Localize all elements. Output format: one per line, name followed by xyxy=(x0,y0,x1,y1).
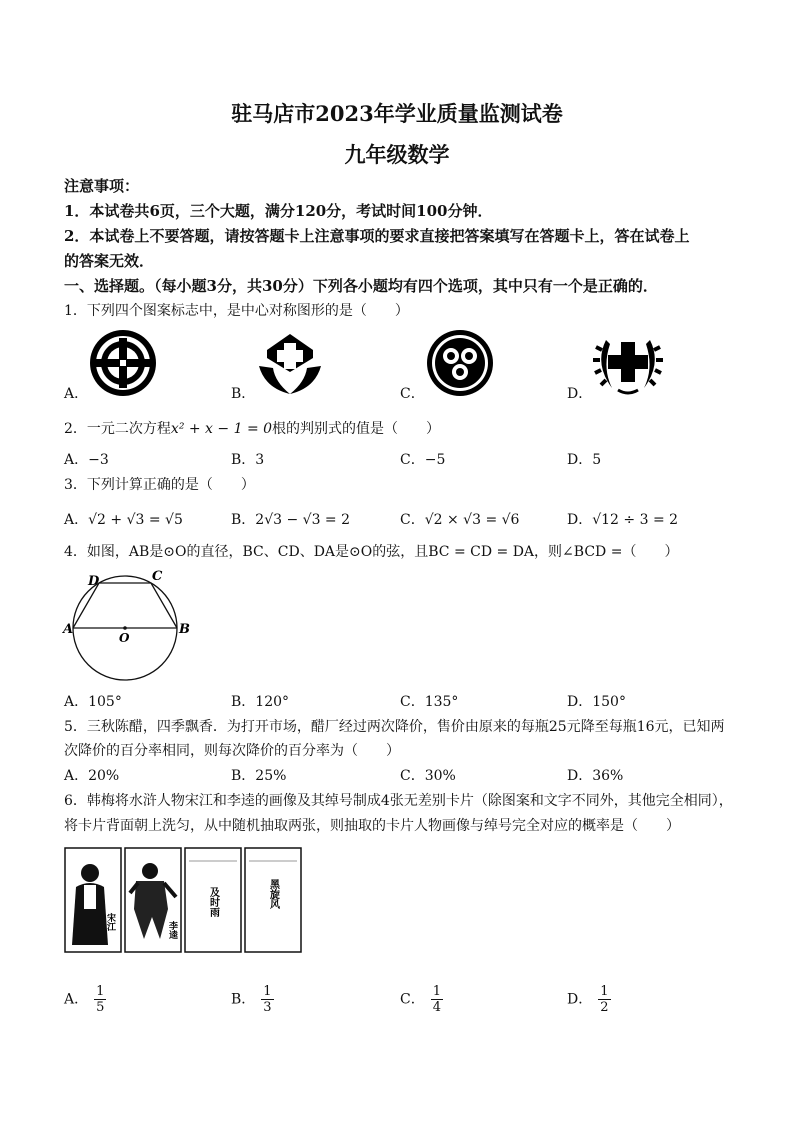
exam-title: 驻马店市2023年学业质量监测试卷 xyxy=(231,101,563,126)
q3-option-a: A．√2 + √3 = √5 xyxy=(64,512,183,528)
card-label-hei-xuan-feng: 黑旋风 xyxy=(267,879,279,909)
q1-option-d: D． xyxy=(567,386,593,402)
card-li-kui xyxy=(125,848,181,952)
card-label-li-kui: 李逵 xyxy=(167,921,177,939)
q1-option-b: B． xyxy=(231,386,256,402)
q5-option-b: B．25% xyxy=(231,768,287,784)
q2-equation: x² + x − 1 = 0 xyxy=(170,421,273,437)
chords-bc-cd-da xyxy=(73,583,177,628)
q5-option-c: C．30% xyxy=(400,768,456,784)
q5-option-a: A．20% xyxy=(64,768,120,784)
q1-option-c: C． xyxy=(400,386,425,402)
q4-stem: 4．如图，AB是⊙O的直径，BC、CD、DA是⊙O的弦，且BC = CD = DA，则∠BCD =（ ） xyxy=(64,544,679,560)
card-hei-xuan-feng xyxy=(245,848,301,952)
q6-option-a: A． $\frac{1}{5}$ xyxy=(64,984,105,1015)
notice-item-2a: 2．本试卷上不要答题，请按答题卡上注意事项的要求直接把答案填写在答题卡上，答在试卷上 xyxy=(64,227,690,245)
q2-option-b: B．3 xyxy=(231,452,265,468)
q6-cards-figure xyxy=(64,847,304,959)
notice-item-1: 1．本试卷共6页，三个大题，满分120分，考试时间100分钟． xyxy=(64,202,493,220)
q4-option-b: B．120° xyxy=(231,694,290,710)
q6-option-c: C． $\frac{1}{4}$ xyxy=(400,984,441,1015)
label-c: C xyxy=(152,569,163,584)
q2-option-d: D．5 xyxy=(567,452,602,468)
section-heading: 一、选择题。（每小题3分，共30分）下列各小题均有四个选项，其中只有一个是正确的． xyxy=(64,277,658,295)
q2-stem-b: 根的判别式的值是（ ） xyxy=(272,421,441,437)
q2-stem xyxy=(64,418,440,438)
q4-circle-figure xyxy=(62,568,188,684)
womens-federation-logo-icon xyxy=(425,328,495,402)
q2-option-c: C．−5 xyxy=(400,452,446,468)
red-cross-wreath-icon xyxy=(592,328,664,402)
q5-line-1: 5．三秋陈醋，四季飘香．为打开市场，醋厂经过两次降价，售价由原来的每瓶25元降至每瓶16元，已知两 xyxy=(64,719,725,735)
q6-line-1: 6．韩梅将水浒人物宋江和李逵的画像及其绰号制成4张无差别卡片（除图案和文字不同外，其他完全相同）， xyxy=(64,793,733,809)
q3-option-d: D．√12 ÷ 3 = 2 xyxy=(567,512,679,528)
exam-subtitle: 九年级数学 xyxy=(344,142,450,167)
q1-stem: 1．下列四个图案标志中，是中心对称图形的是（ ） xyxy=(64,303,409,319)
card-label-ji-shi-yu: 及时雨 xyxy=(207,887,219,917)
q4-option-c: C．135° xyxy=(400,694,459,710)
q3-stem: 3．下列计算正确的是（ ） xyxy=(64,477,255,493)
q5-option-d: D．36% xyxy=(567,768,624,784)
notice-heading: 注意事项： xyxy=(64,177,140,195)
q3-option-b: B．2√3 − √3 = 2 xyxy=(231,512,351,528)
workers-union-logo-icon xyxy=(88,328,158,402)
notice-item-2b: 的答案无效． xyxy=(64,252,155,270)
q5-line-2: 次降价的百分率相同，则每次降价的百分率为（ ） xyxy=(64,743,400,759)
q4-option-d: D．150° xyxy=(567,694,626,710)
label-o: O xyxy=(119,631,130,645)
q2-stem-a: 2．一元二次方程 xyxy=(64,421,171,437)
q6-line-2: 将卡片背面朝上洗匀，从中随机抽取两张，则抽取的卡片人物画像与绰号完全对应的概率是（ ） xyxy=(64,818,680,834)
q6-option-b: B． $\frac{1}{3}$ xyxy=(231,984,272,1015)
card-ji-shi-yu xyxy=(185,848,241,952)
q3-option-c: C．√2 × √3 = √6 xyxy=(400,512,520,528)
q6-option-d: D． $\frac{1}{2}$ xyxy=(567,984,609,1015)
q1-option-a: A． xyxy=(64,386,89,402)
card-label-song-jiang: 宋江 xyxy=(105,913,115,931)
q2-option-a: A．−3 xyxy=(64,452,109,468)
label-a: A xyxy=(63,622,74,637)
label-d: D xyxy=(88,574,100,589)
q4-option-a: A．105° xyxy=(64,694,122,710)
red-cross-hands-icon xyxy=(255,328,325,402)
label-b: B xyxy=(179,622,190,637)
card-song-jiang xyxy=(65,848,121,952)
